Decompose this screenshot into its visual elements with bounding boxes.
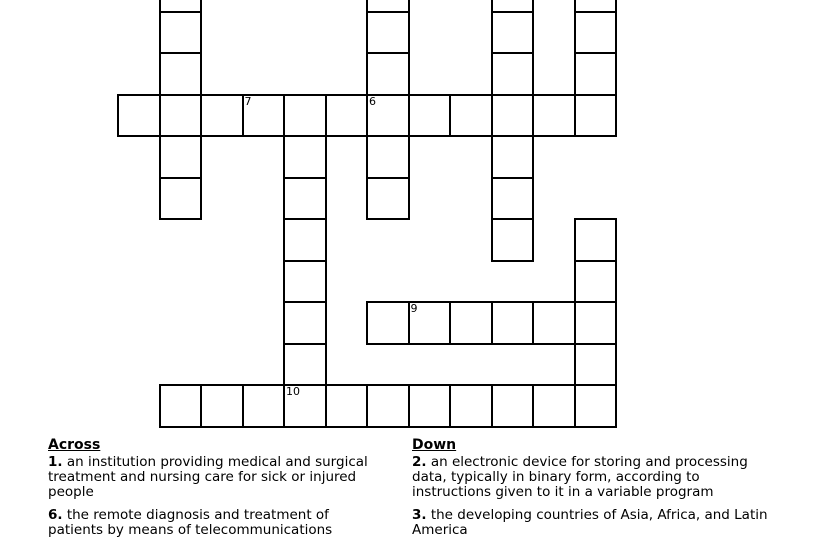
grid-cell[interactable] xyxy=(283,260,327,304)
grid-cell[interactable] xyxy=(491,94,535,138)
grid-cell[interactable] xyxy=(242,94,286,138)
down-clue-2 xyxy=(412,455,782,500)
grid-cell[interactable] xyxy=(366,94,410,138)
grid-cell[interactable] xyxy=(283,94,327,138)
grid-cell[interactable] xyxy=(242,384,286,428)
down-heading: Down xyxy=(412,437,457,453)
clue-number-label: 10 xyxy=(286,385,300,398)
grid-cell[interactable] xyxy=(283,343,327,387)
grid-cell[interactable] xyxy=(159,135,203,179)
grid-cell[interactable] xyxy=(408,384,452,428)
grid-cell[interactable] xyxy=(366,384,410,428)
clue-number-label: 7 xyxy=(244,94,252,108)
grid-cell[interactable] xyxy=(491,384,535,428)
grid-cell[interactable] xyxy=(491,11,535,55)
grid-cell[interactable] xyxy=(200,384,244,428)
grid-cell[interactable] xyxy=(325,94,369,138)
grid-cell[interactable] xyxy=(574,301,618,345)
clue-number: 2. xyxy=(412,454,427,470)
grid-cell[interactable] xyxy=(408,301,452,345)
grid-cell[interactable] xyxy=(159,11,203,55)
grid-cell[interactable] xyxy=(491,218,535,262)
grid-cell[interactable] xyxy=(491,52,535,96)
grid-cell[interactable] xyxy=(366,52,410,96)
grid-cell[interactable] xyxy=(283,384,327,428)
grid-cell[interactable] xyxy=(283,135,327,179)
across-heading: Across xyxy=(48,437,101,453)
grid-cell[interactable] xyxy=(574,260,618,304)
clue-number-label: 9 xyxy=(410,302,418,315)
clue-number: 3. xyxy=(412,507,427,523)
grid-cell[interactable] xyxy=(159,177,203,221)
grid-cell[interactable] xyxy=(574,218,618,262)
grid-cell[interactable] xyxy=(366,301,410,345)
grid-cell[interactable] xyxy=(117,94,161,138)
grid-cell[interactable] xyxy=(283,301,327,345)
grid-cell[interactable] xyxy=(491,301,535,345)
clue-number-label: 6 xyxy=(369,94,376,108)
grid-cell[interactable] xyxy=(574,11,618,55)
down-clue-3 xyxy=(412,508,782,538)
grid-cell[interactable] xyxy=(366,11,410,55)
grid-cell[interactable] xyxy=(283,177,327,221)
grid-cell[interactable] xyxy=(449,94,493,138)
grid-cell[interactable] xyxy=(325,384,369,428)
grid-cell[interactable] xyxy=(283,218,327,262)
grid-cell[interactable] xyxy=(574,94,618,138)
clue-text: the remote diagnosis and treatment of patients by means of telecommunications xyxy=(48,507,333,538)
grid-cell[interactable] xyxy=(366,135,410,179)
grid-cell[interactable] xyxy=(574,384,618,428)
grid-cell[interactable] xyxy=(532,301,576,345)
grid-cell[interactable] xyxy=(574,343,618,387)
clue-text: the developing countries of Asia, Africa, and Latin America xyxy=(412,507,768,538)
grid-cell[interactable] xyxy=(159,384,203,428)
grid-cell[interactable] xyxy=(159,94,203,138)
clue-text: an institution providing medical and surgical treatment and nursing care for sick or injured people xyxy=(48,454,368,500)
grid-cell[interactable] xyxy=(366,177,410,221)
grid-cell[interactable] xyxy=(532,384,576,428)
across-clue-1 xyxy=(48,455,388,500)
grid-cell[interactable] xyxy=(408,94,452,138)
grid-cell[interactable] xyxy=(200,94,244,138)
clue-number: 6. xyxy=(48,507,63,523)
grid-cell[interactable] xyxy=(574,52,618,96)
across-clue-6 xyxy=(48,508,388,538)
grid-cell[interactable] xyxy=(491,135,535,179)
grid-cell[interactable] xyxy=(159,52,203,96)
clue-text: an electronic device for storing and processing data, typically in binary form, according to instructions given to it in a variable program xyxy=(412,454,748,500)
grid-cell[interactable] xyxy=(449,384,493,428)
grid-cell[interactable] xyxy=(532,94,576,138)
grid-cell[interactable] xyxy=(449,301,493,345)
grid-cell[interactable] xyxy=(491,177,535,221)
clue-number: 1. xyxy=(48,454,63,470)
